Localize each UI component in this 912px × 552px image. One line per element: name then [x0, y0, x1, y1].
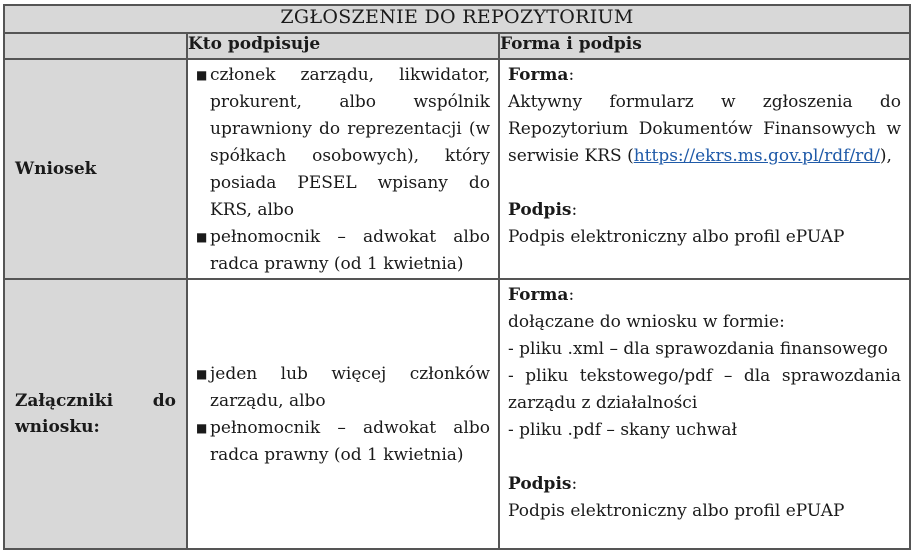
forma-line: - pliku tekstowego/pdf – dla sprawozdania zarządu z działalności	[508, 366, 901, 413]
square-bullet-icon: ■	[196, 68, 208, 82]
header-who-signs: Kto podpisuje	[187, 33, 499, 59]
list-item	[196, 361, 490, 415]
podpis-text: Podpis elektroniczny albo profil ePUAP	[508, 501, 845, 521]
table-row	[4, 59, 910, 279]
signers-cell	[187, 279, 499, 549]
ekrs-link[interactable]: https://ekrs.ms.gov.pl/rdf/rd/	[633, 146, 880, 166]
square-bullet-icon: ■	[196, 421, 208, 435]
signer-text: pełnomocnik – adwokat albo radca prawny (od 1 kwietnia)	[210, 227, 490, 274]
list-item	[196, 415, 490, 469]
podpis-text: Podpis elektroniczny albo profil ePUAP	[508, 227, 845, 247]
repository-table	[3, 4, 911, 550]
forma-line: dołączane do wniosku w formie:	[508, 312, 785, 332]
signer-text: pełnomocnik – adwokat albo radca prawny (od 1 kwietnia)	[210, 418, 490, 465]
signer-text: członek zarządu, likwidator, prokurent, albo wspólnik uprawniony do reprezentacji (w spółkach osobowych), który posiada PESEL wpisany do KRS, albo	[210, 65, 490, 220]
forma-label: Forma	[508, 65, 569, 85]
forma-line: - pliku .xml – dla sprawozdania finansowego	[508, 339, 888, 359]
signers-cell	[187, 59, 499, 279]
row-label-zalaczniki: Załączniki do wniosku:	[15, 391, 176, 437]
square-bullet-icon: ■	[196, 367, 208, 381]
table-title: ZGŁOSZENIE DO REPOZYTORIUM	[4, 5, 910, 33]
podpis-label: Podpis	[508, 200, 572, 220]
podpis-label: Podpis	[508, 474, 572, 494]
list-item	[196, 62, 490, 224]
forma-text: Aktywny formularz w zgłoszenia do Repozytorium Dokumentów Finansowych w serwisie KRS (	[508, 92, 901, 166]
signer-text: jeden lub więcej członków zarządu, albo	[210, 364, 490, 411]
table-row	[4, 279, 910, 549]
header-empty	[4, 33, 187, 59]
row-label-cell	[4, 279, 187, 549]
square-bullet-icon: ■	[196, 230, 208, 244]
form-cell: Forma: Aktywny formularz w zgłoszenia do Repozytorium Dokumentów Finansowych w serwisie KRS (https://ekrs.ms.gov.pl/rdf/rd/), Podpis: Podpis elektroniczny albo profil ePUAP	[499, 59, 910, 279]
forma-label: Forma	[508, 285, 569, 305]
list-item	[196, 224, 490, 278]
form-cell: Forma: dołączane do wniosku w formie: - pliku .xml – dla sprawozdania finansowego - pliku tekstowego/pdf – dla sprawozdania zarządu z działalności - pliku .pdf – skany uchwał Podpis: Podpis elektroniczny albo profil ePUAP	[499, 279, 910, 549]
forma-line: - pliku .pdf – skany uchwał	[508, 420, 738, 440]
forma-text-end: ),	[879, 146, 892, 166]
signers-list	[188, 60, 498, 278]
row-label-wniosek: Wniosek	[4, 59, 187, 279]
header-form-and-signature: Forma i podpis	[499, 33, 910, 59]
forma-description	[508, 89, 901, 170]
signers-list	[188, 359, 498, 469]
